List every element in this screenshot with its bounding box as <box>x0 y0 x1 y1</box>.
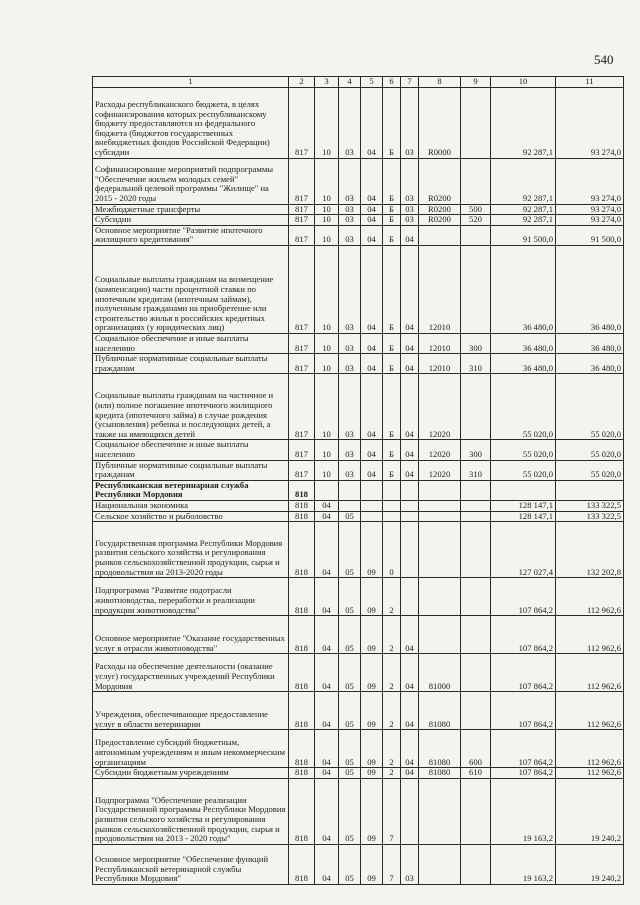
table-row <box>93 460 624 480</box>
row-subprogram: 2 <box>383 730 401 768</box>
table-row <box>93 215 624 226</box>
row-section: 04 <box>315 522 339 578</box>
row-expense-type <box>461 778 491 844</box>
row-description: Софинансирование мероприятий подпрограммы "Обеспечение жильем молодых семей" федеральной целевой программы "Жилище" на 2015 - 2020 годы <box>93 158 289 204</box>
row-amount-year-1 <box>491 480 556 500</box>
row-amount-year-2 <box>556 480 624 500</box>
row-subsection: 05 <box>339 511 361 522</box>
row-target-item: R0200 <box>419 204 461 215</box>
row-amount-year-2: 93 274,0 <box>556 87 624 158</box>
row-activity: 04 <box>401 440 419 460</box>
row-expense-type <box>461 480 491 500</box>
row-activity <box>401 522 419 578</box>
row-activity: 04 <box>401 225 419 245</box>
row-section: 10 <box>315 460 339 480</box>
row-subsection <box>339 480 361 500</box>
row-amount-year-2: 19 240,2 <box>556 778 624 844</box>
row-subprogram: Б <box>383 333 401 353</box>
table-row <box>93 225 624 245</box>
row-activity: 03 <box>401 87 419 158</box>
row-subprogram: 2 <box>383 578 401 616</box>
row-activity <box>401 778 419 844</box>
row-amount-year-1: 36 480,0 <box>491 354 556 374</box>
row-section: 10 <box>315 374 339 440</box>
row-expense-type: 500 <box>461 204 491 215</box>
row-ministry-code: 818 <box>289 616 315 654</box>
row-amount-year-2: 93 274,0 <box>556 215 624 226</box>
row-section: 10 <box>315 215 339 226</box>
row-amount-year-1: 19 163,2 <box>491 844 556 884</box>
row-program: 09 <box>361 768 383 779</box>
row-ministry-code: 818 <box>289 654 315 692</box>
row-ministry-code: 817 <box>289 225 315 245</box>
row-target-item: 12020 <box>419 440 461 460</box>
row-description: Государственная программа Республики Мордовия развития сельского хозяйства и регулирования рынков сельскохозяйственной продукции, сырья и продовольствия на 2013-2020 годы <box>93 522 289 578</box>
row-subprogram: 0 <box>383 522 401 578</box>
row-amount-year-1: 127 027,4 <box>491 522 556 578</box>
table-row <box>93 333 624 353</box>
row-program: 09 <box>361 730 383 768</box>
row-amount-year-2: 19 240,2 <box>556 844 624 884</box>
row-subprogram <box>383 511 401 522</box>
row-ministry-code: 818 <box>289 844 315 884</box>
row-ministry-code: 817 <box>289 204 315 215</box>
row-amount-year-1: 107 864,2 <box>491 692 556 730</box>
row-description: Расходы на обеспечение деятельности (оказание услуг) государственных учреждений Республики Мордовия <box>93 654 289 692</box>
row-expense-type <box>461 511 491 522</box>
row-subsection: 03 <box>339 354 361 374</box>
row-ministry-code: 818 <box>289 778 315 844</box>
table-row <box>93 616 624 654</box>
row-subsection: 05 <box>339 578 361 616</box>
row-target-item: 12020 <box>419 460 461 480</box>
page-number: 540 <box>594 52 614 67</box>
row-subsection: 03 <box>339 87 361 158</box>
row-program: 04 <box>361 204 383 215</box>
row-target-item <box>419 522 461 578</box>
header-cell: 10 <box>491 77 556 88</box>
row-ministry-code: 817 <box>289 374 315 440</box>
row-description: Публичные нормативные социальные выплаты гражданам <box>93 460 289 480</box>
row-subsection <box>339 500 361 511</box>
row-subsection: 03 <box>339 225 361 245</box>
row-subsection: 03 <box>339 204 361 215</box>
header-cell: 5 <box>361 77 383 88</box>
row-amount-year-1: 107 864,2 <box>491 768 556 779</box>
row-activity: 03 <box>401 204 419 215</box>
row-subprogram: Б <box>383 440 401 460</box>
row-expense-type <box>461 522 491 578</box>
row-amount-year-1: 55 020,0 <box>491 374 556 440</box>
row-expense-type: 600 <box>461 730 491 768</box>
row-section: 04 <box>315 511 339 522</box>
row-description: Сельское хозяйство и рыболовство <box>93 511 289 522</box>
row-subprogram: 2 <box>383 692 401 730</box>
row-amount-year-1: 107 864,2 <box>491 654 556 692</box>
row-ministry-code: 818 <box>289 578 315 616</box>
row-subsection: 03 <box>339 245 361 333</box>
row-target-item <box>419 616 461 654</box>
row-activity: 04 <box>401 245 419 333</box>
row-program: 04 <box>361 354 383 374</box>
row-amount-year-1: 36 480,0 <box>491 333 556 353</box>
row-amount-year-2: 55 020,0 <box>556 460 624 480</box>
row-description: Национальная экономика <box>93 500 289 511</box>
row-amount-year-1: 128 147,1 <box>491 511 556 522</box>
row-description: Учреждения, обеспечивающие предоставление услуг в области ветеринарии <box>93 692 289 730</box>
row-subprogram: Б <box>383 460 401 480</box>
row-amount-year-2: 112 962,6 <box>556 578 624 616</box>
row-ministry-code: 818 <box>289 692 315 730</box>
header-cell: 8 <box>419 77 461 88</box>
row-subsection: 03 <box>339 460 361 480</box>
row-target-item: 12010 <box>419 354 461 374</box>
row-expense-type <box>461 692 491 730</box>
row-expense-type: 300 <box>461 333 491 353</box>
row-activity: 04 <box>401 616 419 654</box>
row-target-item <box>419 480 461 500</box>
table-row <box>93 87 624 158</box>
row-ministry-code: 817 <box>289 440 315 460</box>
row-subsection: 05 <box>339 692 361 730</box>
row-subsection: 03 <box>339 374 361 440</box>
row-section: 04 <box>315 778 339 844</box>
row-description: Основное мероприятие "Оказание государственных услуг в отрасли животноводства" <box>93 616 289 654</box>
table-row <box>93 778 624 844</box>
table-row <box>93 522 624 578</box>
row-description: Межбюджетные трансферты <box>93 204 289 215</box>
row-activity: 04 <box>401 654 419 692</box>
table-row <box>93 730 624 768</box>
row-target-item: R0000 <box>419 87 461 158</box>
table-row <box>93 354 624 374</box>
row-description: Основное мероприятие "Обеспечение функций Республиканской ветеринарной службы Республики Мордовия" <box>93 844 289 884</box>
row-amount-year-2: 55 020,0 <box>556 440 624 460</box>
row-target-item: 12010 <box>419 245 461 333</box>
row-program: 09 <box>361 654 383 692</box>
row-program <box>361 500 383 511</box>
row-program <box>361 480 383 500</box>
row-amount-year-2: 91 500,0 <box>556 225 624 245</box>
row-subprogram: 7 <box>383 844 401 884</box>
row-amount-year-2: 36 480,0 <box>556 245 624 333</box>
row-ministry-code: 818 <box>289 522 315 578</box>
header-cell: 6 <box>383 77 401 88</box>
row-description: Социальное обеспечение и иные выплаты населению <box>93 333 289 353</box>
row-subprogram: Б <box>383 204 401 215</box>
row-target-item: R0200 <box>419 215 461 226</box>
table-row <box>93 511 624 522</box>
row-description: Предоставление субсидий бюджетным, автономным учреждениям и иным некоммерческим организациям <box>93 730 289 768</box>
row-activity: 04 <box>401 333 419 353</box>
row-program: 04 <box>361 158 383 204</box>
row-subprogram: Б <box>383 215 401 226</box>
row-section: 10 <box>315 333 339 353</box>
table-row <box>93 654 624 692</box>
row-amount-year-2: 112 962,6 <box>556 692 624 730</box>
row-target-item <box>419 578 461 616</box>
row-activity: 03 <box>401 844 419 884</box>
row-section: 04 <box>315 844 339 884</box>
row-description: Основное мероприятие "Развитие ипотечного жилищного кредитования" <box>93 225 289 245</box>
row-amount-year-1: 55 020,0 <box>491 440 556 460</box>
row-description: Субсидии <box>93 215 289 226</box>
row-subprogram: Б <box>383 225 401 245</box>
row-subsection: 05 <box>339 616 361 654</box>
row-ministry-code: 818 <box>289 500 315 511</box>
row-amount-year-1: 36 480,0 <box>491 245 556 333</box>
row-subsection: 03 <box>339 440 361 460</box>
row-subprogram: 2 <box>383 768 401 779</box>
row-ministry-code: 817 <box>289 215 315 226</box>
row-program: 04 <box>361 374 383 440</box>
row-section: 10 <box>315 225 339 245</box>
table-row <box>93 500 624 511</box>
row-amount-year-2: 55 020,0 <box>556 374 624 440</box>
row-ministry-code: 817 <box>289 158 315 204</box>
row-amount-year-2: 93 274,0 <box>556 158 624 204</box>
row-section: 04 <box>315 654 339 692</box>
table-row <box>93 480 624 500</box>
row-activity <box>401 578 419 616</box>
header-cell: 1 <box>93 77 289 88</box>
row-ministry-code: 818 <box>289 730 315 768</box>
row-expense-type: 310 <box>461 354 491 374</box>
row-target-item: R0200 <box>419 158 461 204</box>
row-ministry-code: 818 <box>289 768 315 779</box>
table-row <box>93 692 624 730</box>
row-section: 10 <box>315 440 339 460</box>
row-target-item <box>419 225 461 245</box>
row-activity: 04 <box>401 460 419 480</box>
row-amount-year-1: 92 287,1 <box>491 215 556 226</box>
row-activity: 03 <box>401 215 419 226</box>
row-section: 10 <box>315 204 339 215</box>
table-row <box>93 768 624 779</box>
row-target-item: 81080 <box>419 768 461 779</box>
row-expense-type <box>461 616 491 654</box>
row-amount-year-1: 91 500,0 <box>491 225 556 245</box>
table-body <box>93 87 624 884</box>
row-subprogram: 2 <box>383 654 401 692</box>
row-target-item <box>419 844 461 884</box>
row-subsection: 05 <box>339 730 361 768</box>
row-program: 09 <box>361 522 383 578</box>
row-subprogram: Б <box>383 374 401 440</box>
row-program <box>361 511 383 522</box>
row-subsection: 05 <box>339 654 361 692</box>
row-expense-type: 300 <box>461 440 491 460</box>
row-amount-year-1: 92 287,1 <box>491 158 556 204</box>
row-program: 04 <box>361 333 383 353</box>
header-cell: 7 <box>401 77 419 88</box>
row-program: 09 <box>361 692 383 730</box>
row-section <box>315 480 339 500</box>
row-target-item: 12020 <box>419 374 461 440</box>
row-amount-year-2: 112 962,6 <box>556 616 624 654</box>
row-section: 10 <box>315 87 339 158</box>
row-expense-type <box>461 87 491 158</box>
table-row <box>93 158 624 204</box>
row-description: Подпрограмма "Развитие подотрасли животноводства, переработки и реализации продукции животноводства" <box>93 578 289 616</box>
row-target-item: 12010 <box>419 333 461 353</box>
row-subprogram: 7 <box>383 778 401 844</box>
row-description: Подпрограмма "Обеспечение реализации Государственной программы Республики Мордовия развития сельского хозяйства и регулирования рынков сельскохозяйственной продукции, сырья и продовольствия на 2013 - 2020 годы" <box>93 778 289 844</box>
row-ministry-code: 817 <box>289 87 315 158</box>
row-expense-type <box>461 374 491 440</box>
row-description: Социальные выплаты гражданам на возмещение (компенсацию) части процентной ставки по ипотечным кредитам (ипотечным займам), полученным гражданами на приобретение или строительство жилья в российских кредитных организациях (у юридических лиц) <box>93 245 289 333</box>
row-activity <box>401 511 419 522</box>
row-program: 04 <box>361 87 383 158</box>
row-section: 04 <box>315 768 339 779</box>
table-header-row <box>93 77 624 88</box>
row-expense-type: 610 <box>461 768 491 779</box>
table-row <box>93 440 624 460</box>
row-description: Республиканская ветеринарная служба Республики Мордовия <box>93 480 289 500</box>
row-section: 04 <box>315 616 339 654</box>
row-amount-year-2: 133 322,5 <box>556 511 624 522</box>
row-subprogram <box>383 480 401 500</box>
row-target-item <box>419 500 461 511</box>
row-description: Публичные нормативные социальные выплаты гражданам <box>93 354 289 374</box>
row-section: 04 <box>315 692 339 730</box>
row-activity: 04 <box>401 730 419 768</box>
row-activity <box>401 480 419 500</box>
row-program: 04 <box>361 215 383 226</box>
row-description: Социальные выплаты гражданам на частичное и (или) полное погашение ипотечного жилищного кредита (ипотечного займа) в случае рождения (усыновления) ребенка и последующих детей, а также на имеющихся детей <box>93 374 289 440</box>
row-activity: 04 <box>401 374 419 440</box>
row-amount-year-2: 133 322,5 <box>556 500 624 511</box>
header-cell: 4 <box>339 77 361 88</box>
row-program: 04 <box>361 440 383 460</box>
row-expense-type <box>461 654 491 692</box>
row-expense-type <box>461 245 491 333</box>
row-section: 04 <box>315 730 339 768</box>
row-program: 09 <box>361 616 383 654</box>
row-expense-type <box>461 844 491 884</box>
table-row <box>93 204 624 215</box>
row-program: 09 <box>361 778 383 844</box>
table-row <box>93 245 624 333</box>
row-amount-year-2: 36 480,0 <box>556 354 624 374</box>
row-section: 10 <box>315 158 339 204</box>
row-expense-type: 520 <box>461 215 491 226</box>
row-section: 10 <box>315 354 339 374</box>
row-target-item: 81080 <box>419 692 461 730</box>
row-ministry-code: 817 <box>289 245 315 333</box>
row-ministry-code: 817 <box>289 333 315 353</box>
row-ministry-code: 818 <box>289 511 315 522</box>
row-subsection: 05 <box>339 844 361 884</box>
row-subsection: 05 <box>339 522 361 578</box>
row-subprogram <box>383 500 401 511</box>
budget-table <box>92 76 624 885</box>
row-description: Расходы республиканского бюджета, в целях софинансирования которых республиканскому бюджету предоставляются из федерального бюджета (бюджетов государственных внебюджетных фондов Российской Федерации) субсидии <box>93 87 289 158</box>
row-subsection: 03 <box>339 158 361 204</box>
row-amount-year-2: 112 962,6 <box>556 768 624 779</box>
row-activity: 03 <box>401 158 419 204</box>
table-row <box>93 374 624 440</box>
row-expense-type <box>461 158 491 204</box>
header-cell: 3 <box>315 77 339 88</box>
row-program: 04 <box>361 245 383 333</box>
row-program: 04 <box>361 460 383 480</box>
row-program: 09 <box>361 844 383 884</box>
row-subprogram: Б <box>383 87 401 158</box>
row-description: Социальное обеспечение и иные выплаты населению <box>93 440 289 460</box>
row-subprogram: Б <box>383 245 401 333</box>
row-subsection: 05 <box>339 768 361 779</box>
row-program: 04 <box>361 225 383 245</box>
row-target-item <box>419 778 461 844</box>
row-amount-year-2: 112 962,6 <box>556 654 624 692</box>
row-subsection: 05 <box>339 778 361 844</box>
row-amount-year-2: 132 202,8 <box>556 522 624 578</box>
header-cell: 9 <box>461 77 491 88</box>
row-ministry-code: 818 <box>289 480 315 500</box>
row-subsection: 03 <box>339 215 361 226</box>
row-subprogram: 2 <box>383 616 401 654</box>
header-cell: 2 <box>289 77 315 88</box>
row-amount-year-2: 112 962,6 <box>556 730 624 768</box>
row-activity: 04 <box>401 768 419 779</box>
row-amount-year-1: 92 287,1 <box>491 87 556 158</box>
row-subprogram: Б <box>383 354 401 374</box>
row-activity <box>401 500 419 511</box>
row-amount-year-2: 36 480,0 <box>556 333 624 353</box>
row-amount-year-1: 128 147,1 <box>491 500 556 511</box>
row-target-item: 81000 <box>419 654 461 692</box>
row-amount-year-1: 55 020,0 <box>491 460 556 480</box>
row-activity: 04 <box>401 692 419 730</box>
row-target-item: 81080 <box>419 730 461 768</box>
row-program: 09 <box>361 578 383 616</box>
table-row <box>93 578 624 616</box>
table-row <box>93 844 624 884</box>
row-expense-type <box>461 225 491 245</box>
row-amount-year-1: 107 864,2 <box>491 616 556 654</box>
row-amount-year-1: 19 163,2 <box>491 778 556 844</box>
row-amount-year-1: 107 864,2 <box>491 578 556 616</box>
row-description: Субсидии бюджетным учреждениям <box>93 768 289 779</box>
row-expense-type <box>461 578 491 616</box>
row-activity: 04 <box>401 354 419 374</box>
row-section: 04 <box>315 500 339 511</box>
row-amount-year-2: 93 274,0 <box>556 204 624 215</box>
row-section: 10 <box>315 245 339 333</box>
row-target-item <box>419 511 461 522</box>
row-subsection: 03 <box>339 333 361 353</box>
row-expense-type <box>461 500 491 511</box>
row-amount-year-1: 92 287,1 <box>491 204 556 215</box>
row-section: 04 <box>315 578 339 616</box>
row-amount-year-1: 107 864,2 <box>491 730 556 768</box>
header-cell: 11 <box>556 77 624 88</box>
row-expense-type: 310 <box>461 460 491 480</box>
row-subprogram: Б <box>383 158 401 204</box>
row-ministry-code: 817 <box>289 460 315 480</box>
row-ministry-code: 817 <box>289 354 315 374</box>
